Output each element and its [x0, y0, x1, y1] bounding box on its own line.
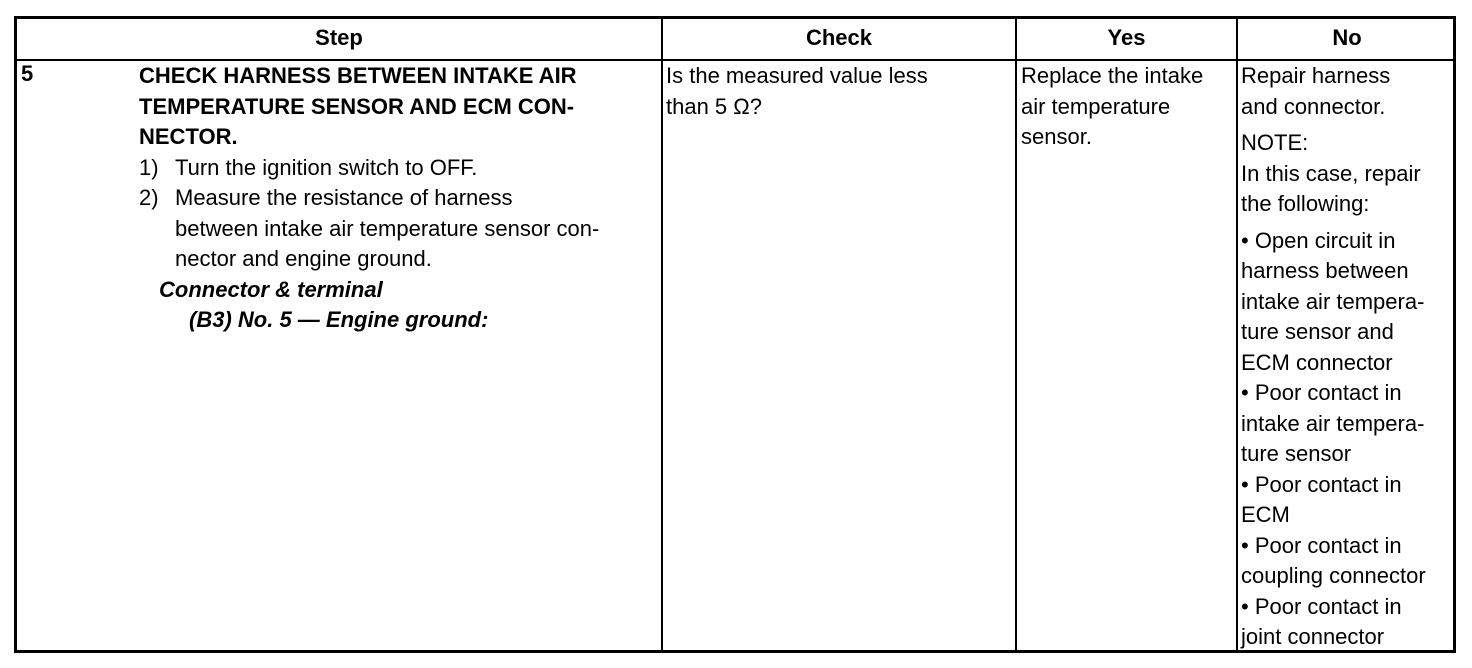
step-title: CHECK HARNESS BETWEEN INTAKE AIR TEMPERATURE SENSOR AND ECM CON- NECTOR.	[139, 63, 577, 149]
note-label: NOTE:	[1241, 130, 1309, 155]
bullet-item: • Poor contact in coupling connector	[1241, 532, 1426, 588]
step-number: 5	[21, 61, 34, 86]
diagnostic-table	[14, 16, 1456, 653]
no-cell	[1241, 61, 1457, 653]
header-check: Check	[805, 25, 873, 50]
no-intro: Repair harness and connector.	[1241, 63, 1391, 119]
column-divider-yes-no	[1236, 19, 1238, 650]
step-cell	[139, 61, 659, 336]
column-divider-check-yes	[1015, 19, 1017, 650]
header-no: No	[1332, 25, 1362, 50]
bullet-item: • Poor contact in intake air tempera- ture sensor	[1241, 380, 1425, 466]
connector-terminal-label: Connector & terminal	[159, 276, 383, 302]
header-yes: Yes	[1107, 25, 1146, 50]
note-text: In this case, repair the following:	[1241, 160, 1421, 216]
bullet-item: • Poor contact in ECM	[1241, 471, 1402, 527]
step-item-2: 2) Measure the resistance of harness between intake air temperature sensor con- nector and engine ground.	[139, 185, 600, 271]
bullet-item: • Poor contact in joint connector	[1241, 593, 1402, 649]
header-step: Step	[315, 25, 363, 50]
step-item-1: 1) Turn the ignition switch to OFF.	[139, 154, 478, 180]
yes-cell: Replace the intake air temperature sensor.	[1021, 63, 1204, 149]
connector-terminal-value: (B3) No. 5 — Engine ground:	[189, 307, 489, 332]
check-cell: Is the measured value less than 5 Ω?	[666, 63, 928, 119]
column-divider-step-check	[661, 19, 663, 650]
bullet-item: • Open circuit in harness between intake air tempera- ture sensor and ECM connector	[1241, 227, 1425, 375]
